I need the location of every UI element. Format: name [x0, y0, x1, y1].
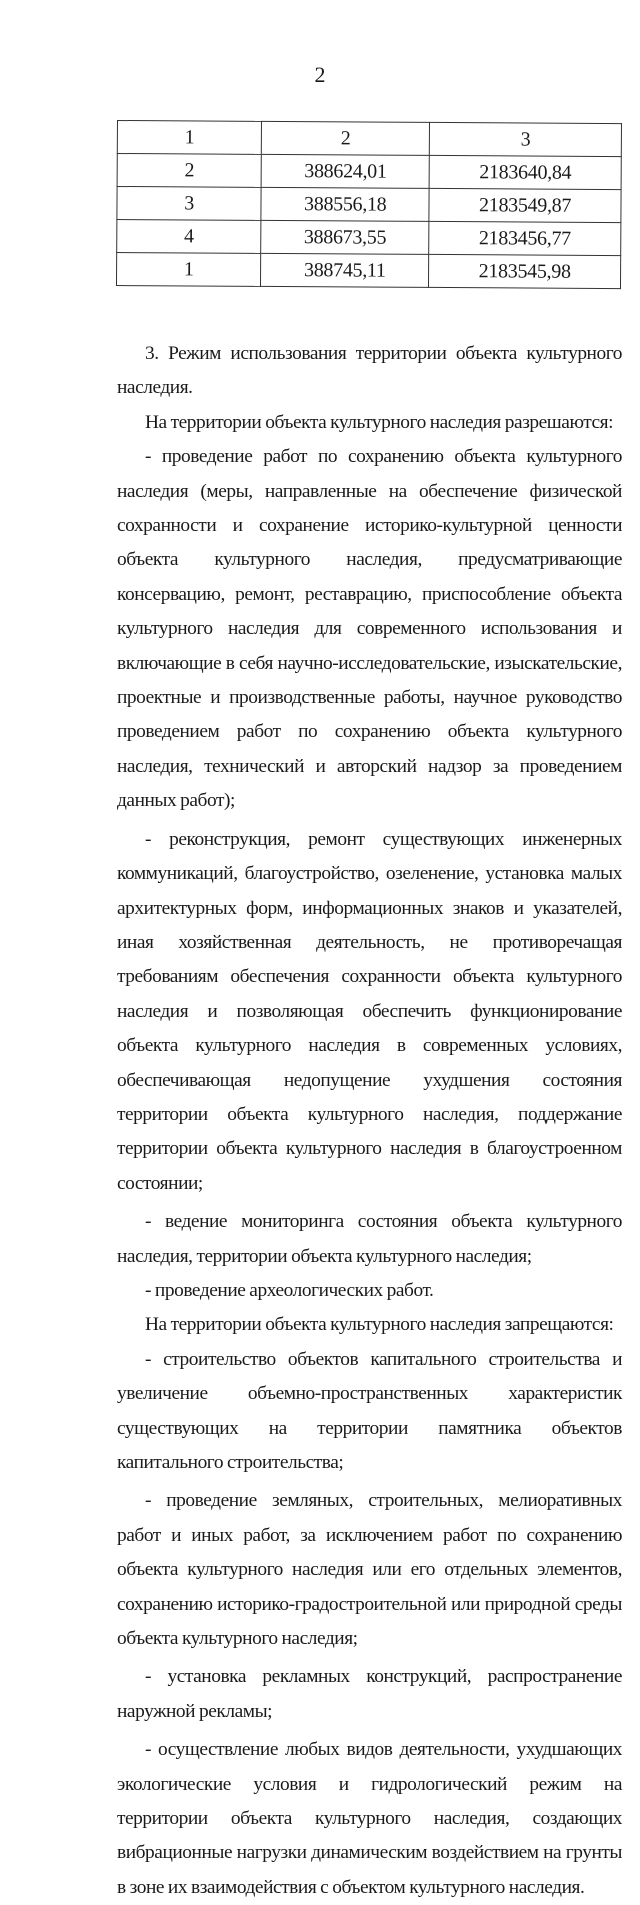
forbidden-item: - осуществление любых видов деятельности, ухудшающих экологические условия и гидрологический режим на территории объекта культурного наследия, создающих вибрационные нагрузки динамическим воздействием на грунты в зоне их взаимодействия с объектом культурного наследия. — [117, 1739, 622, 1898]
allowed-item: - проведение работ по сохранению объекта культурного наследия (меры, направленные на обеспечение физической сохранности и сохранение историко-культурной ценности объекта культурного наследия, предусматривающие консервацию, ремонт, реставрацию, приспособление объекта культурного наследия для современного использования и включающие в себя научно-исследовательские, изыскательские, проектные и производственные работы, научное руководство проведением работ по сохранению объекта культурного наследия, технический и авторский надзор за проведением данных работ); — [117, 446, 622, 812]
allowed-item: - проведение археологических работ. — [145, 1279, 434, 1301]
allowed-intro: На территории объекта культурного наследия разрешаются: — [145, 411, 614, 433]
table-header-cell: 1 — [117, 121, 262, 155]
table-cell-point: 4 — [117, 220, 262, 254]
table-cell-x: 388673,55 — [261, 220, 429, 254]
table-header-row — [117, 121, 621, 157]
allowed-item: - реконструкция, ремонт существующих инженерных коммуникаций, благоустройство, озеленение, установка малых архитектурных форм, информационных знаков и указателей, иная хозяйственная деятельность, не противоречащая требованиям обеспечения сохранности объекта культурного наследия и позволяющая обеспечить функционирование объекта культурного наследия в современных условиях, обеспечивающая недопущение ухудшения состояния территории объекта культурного наследия, поддержание территории объекта культурного наследия в благоустроенном состоянии; — [117, 828, 622, 1194]
allowed-item: - ведение мониторинга состояния объекта культурного наследия, территории объекта культурного наследия; — [117, 1211, 622, 1267]
table-row — [117, 154, 621, 190]
regime-section — [117, 337, 622, 1905]
page-number: 2 — [314, 62, 326, 87]
table-row — [117, 187, 621, 223]
table-cell-y: 2183640,84 — [429, 155, 621, 189]
table-cell-y: 2183545,98 — [429, 254, 621, 288]
table-row — [117, 220, 621, 256]
section-heading: 3. Режим использования территории объекта культурного наследия. — [117, 343, 622, 399]
table-cell-x: 388624,01 — [261, 154, 429, 188]
table-cell-y: 2183549,87 — [429, 188, 621, 222]
forbidden-item: - проведение земляных, строительных, мелиоративных работ и иных работ, за исключением работ по сохранению объекта культурного наследия или его отдельных элементов, сохранению историко-градостроительной или природной среды объекта культурного наследия; — [117, 1490, 622, 1650]
table-cell-point: 1 — [116, 253, 261, 287]
table-cell-y: 2183456,77 — [429, 221, 621, 255]
table-cell-x: 388745,11 — [261, 253, 429, 287]
table-cell-point: 3 — [117, 187, 262, 221]
table-header-cell: 3 — [430, 122, 622, 156]
forbidden-item: - установка рекламных конструкций, распространение наружной рекламы; — [117, 1666, 622, 1722]
table-cell-x: 388556,18 — [261, 187, 429, 221]
table-cell-point: 2 — [117, 154, 262, 188]
forbidden-item: - строительство объектов капитального строительства и увеличение объемно-пространственных характеристик существующих на территории памятника объектов капитального строительства; — [117, 1348, 622, 1473]
coordinates-table — [116, 120, 622, 289]
table-row — [116, 253, 620, 289]
table-header-cell: 2 — [262, 121, 430, 155]
forbidden-intro: На территории объекта культурного наследия запрещаются: — [145, 1314, 614, 1336]
